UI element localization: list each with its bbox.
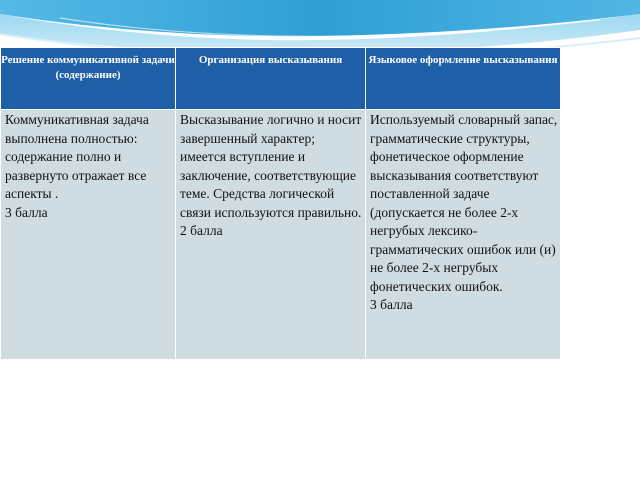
cell-organization — [176, 110, 366, 360]
cell-task-solution-text: Коммуникативная задача выполнена полностью: содержание полно и развернуто отражает все аспекты . 3 балла — [5, 112, 149, 220]
header-task-solution: Решение коммуникативной задачи (содержание) — [1, 48, 176, 110]
header-language: Языковое оформление высказывания — [366, 48, 561, 110]
cell-language-text: Используемый словарный запас, грамматические структуры, фонетическое оформление высказывания соответствуют поставленной задаче (допускается не более 2-х негрубых лексико-грамматических ошибок или (и) не более 2-х негрубых фонетических ошибок. 3 балла — [370, 112, 558, 312]
assessment-criteria-table — [0, 47, 561, 360]
cell-organization-text: Высказывание логично и носит завершенный характер; имеется вступление и заключение, соответствующие теме. Средства логической связи используются правильно. 2 балла — [180, 112, 362, 238]
cell-task-solution — [1, 110, 176, 360]
header-organization: Организация высказывания — [176, 48, 366, 110]
cell-language — [366, 110, 561, 360]
table-header-row — [1, 48, 561, 110]
table-row — [1, 110, 561, 360]
